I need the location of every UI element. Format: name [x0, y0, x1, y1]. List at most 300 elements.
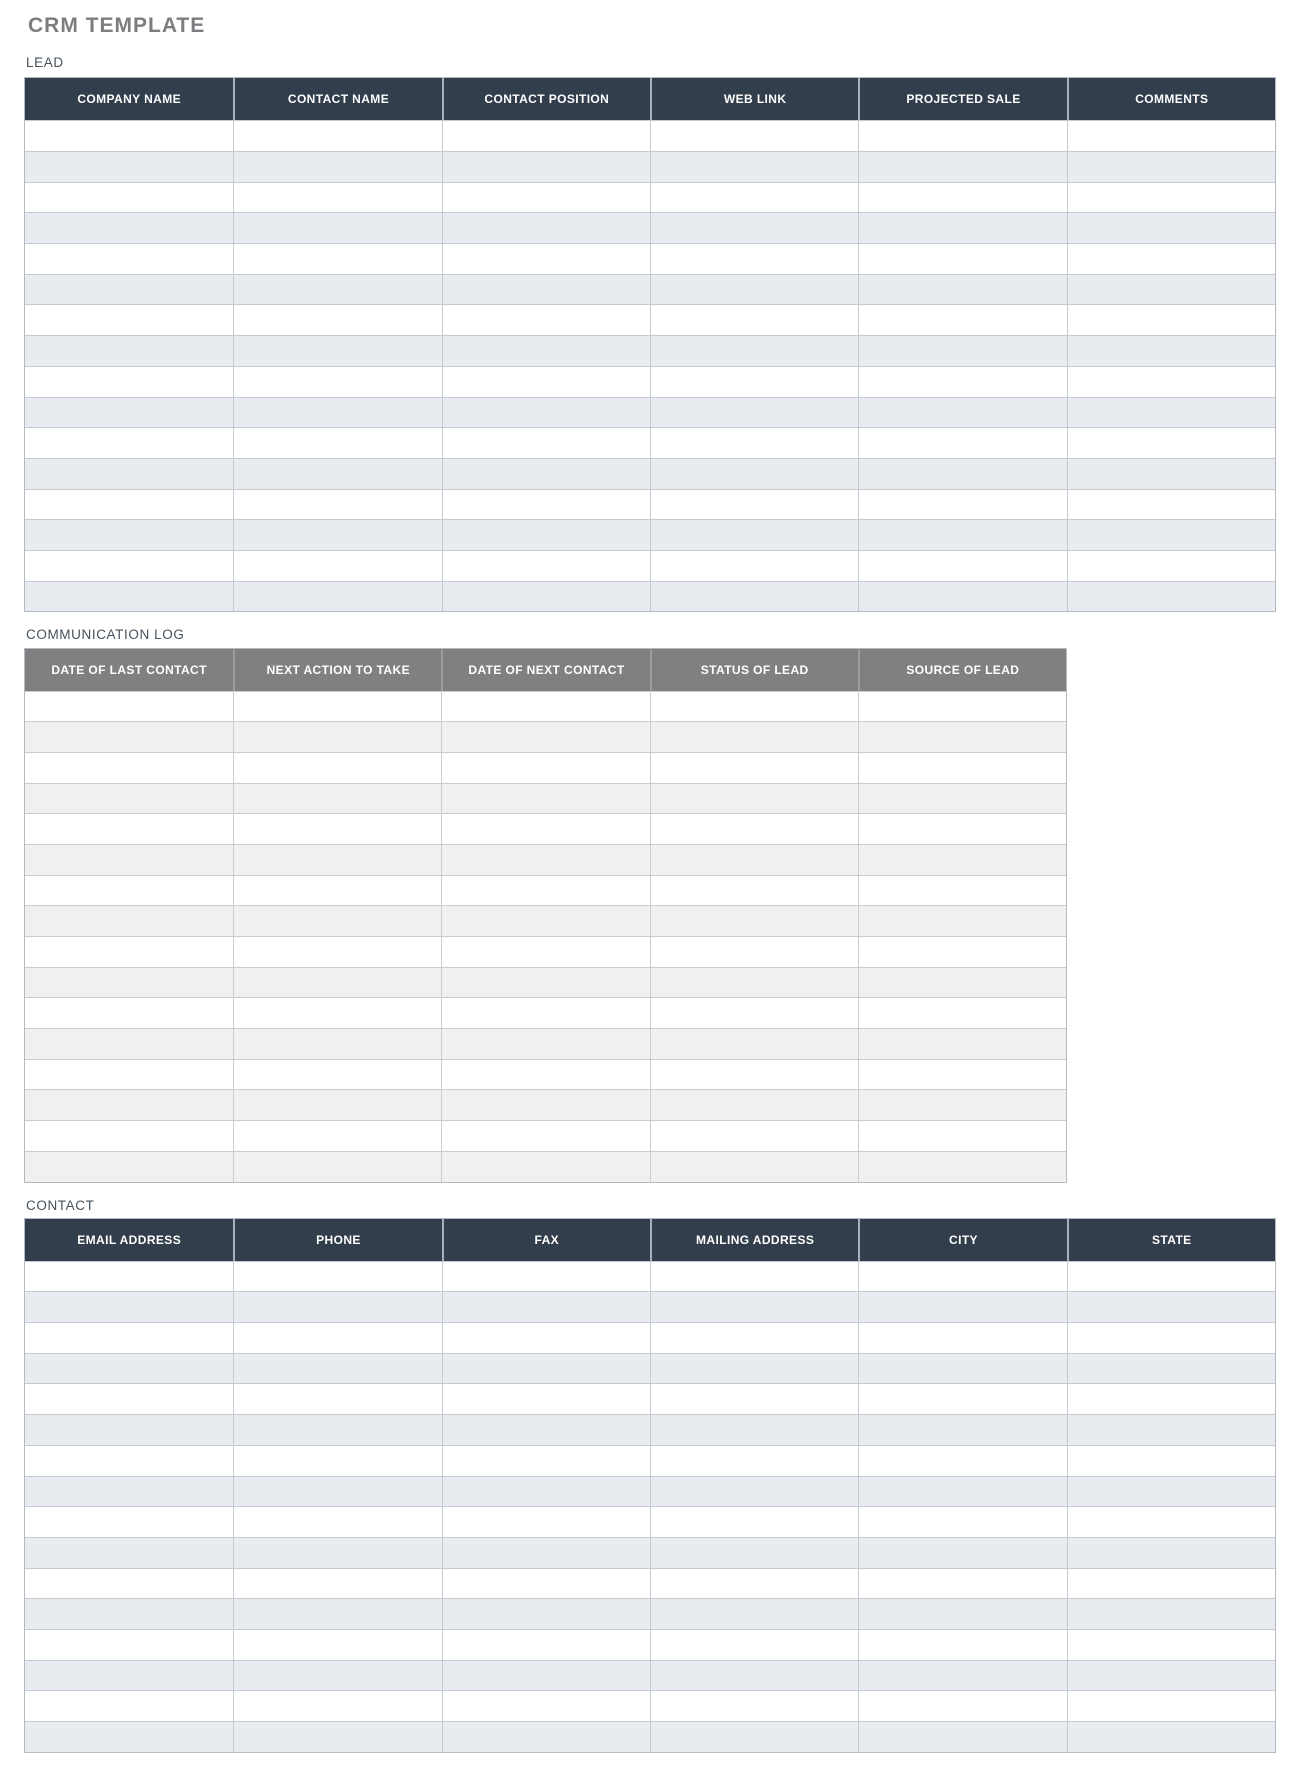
cell	[1067, 1262, 1275, 1292]
cell	[442, 428, 650, 458]
cell	[1067, 305, 1275, 335]
cell	[233, 1538, 441, 1568]
cell	[233, 845, 441, 875]
cell	[858, 1060, 1066, 1090]
table-row	[25, 1598, 1275, 1629]
cell	[1067, 1722, 1275, 1752]
cell	[233, 1262, 441, 1292]
cell	[1067, 121, 1275, 151]
cell	[650, 1090, 858, 1120]
table-row	[25, 182, 1275, 213]
page-title: CRM TEMPLATE	[28, 14, 206, 37]
cell	[1067, 244, 1275, 274]
cell	[441, 692, 649, 722]
cell	[233, 1029, 441, 1059]
contact-section	[24, 1198, 1276, 1753]
cell	[650, 1569, 858, 1599]
cell	[1067, 428, 1275, 458]
cell	[650, 845, 858, 875]
table-row	[25, 489, 1275, 520]
cell	[442, 1323, 650, 1353]
cell	[25, 1384, 233, 1414]
cell	[858, 1569, 1066, 1599]
cell	[25, 1121, 233, 1151]
cell	[858, 1415, 1066, 1445]
cell	[442, 1262, 650, 1292]
cell	[441, 1029, 649, 1059]
cell	[442, 275, 650, 305]
cell	[25, 459, 233, 489]
cell	[858, 582, 1066, 612]
cell	[1067, 490, 1275, 520]
cell	[441, 1060, 649, 1090]
cell	[233, 1569, 441, 1599]
cell	[233, 784, 441, 814]
cell	[233, 1630, 441, 1660]
cell	[1067, 1507, 1275, 1537]
cell	[1067, 1599, 1275, 1629]
cell	[858, 244, 1066, 274]
cell	[233, 1599, 441, 1629]
cell	[233, 213, 441, 243]
cell	[25, 1477, 233, 1507]
column-header-projected-sale: PROJECTED SALE	[858, 78, 1066, 120]
cell	[442, 152, 650, 182]
lead-section-label: LEAD	[26, 55, 64, 71]
cell	[25, 1661, 233, 1691]
lead-section	[24, 55, 1276, 612]
cell	[233, 459, 441, 489]
cell	[442, 1384, 650, 1414]
lead-table	[24, 77, 1276, 612]
cell	[858, 1262, 1066, 1292]
cell	[650, 428, 858, 458]
cell	[25, 1691, 233, 1721]
cell	[233, 1446, 441, 1476]
cell	[233, 1661, 441, 1691]
cell	[650, 722, 858, 752]
cell	[441, 814, 649, 844]
contact-section-label: CONTACT	[26, 1197, 95, 1213]
cell	[442, 582, 650, 612]
cell	[233, 152, 441, 182]
cell	[442, 1415, 650, 1445]
cell	[858, 275, 1066, 305]
cell	[25, 722, 233, 752]
table-row	[25, 967, 1066, 998]
column-header-fax: FAX	[442, 1219, 650, 1261]
cell	[25, 1262, 233, 1292]
cell	[25, 998, 233, 1028]
cell	[25, 428, 233, 458]
cell	[858, 937, 1066, 967]
table-row	[25, 304, 1275, 335]
cell	[650, 490, 858, 520]
cell	[25, 1152, 233, 1182]
cell	[1067, 1569, 1275, 1599]
cell	[25, 244, 233, 274]
cell	[650, 876, 858, 906]
table-row	[25, 1322, 1275, 1353]
table-row	[25, 875, 1066, 906]
table-row	[25, 458, 1275, 489]
cell	[650, 551, 858, 581]
cell	[233, 1722, 441, 1752]
cell	[858, 1029, 1066, 1059]
cell	[650, 1262, 858, 1292]
cell	[650, 183, 858, 213]
cell	[233, 305, 441, 335]
table-row	[25, 366, 1275, 397]
cell	[25, 305, 233, 335]
cell	[233, 1354, 441, 1384]
cell	[650, 244, 858, 274]
cell	[650, 1477, 858, 1507]
cell	[858, 1477, 1066, 1507]
cell	[233, 582, 441, 612]
cell	[442, 183, 650, 213]
cell	[650, 968, 858, 998]
cell	[233, 1292, 441, 1322]
cell	[25, 906, 233, 936]
cell	[858, 551, 1066, 581]
cell	[442, 1292, 650, 1322]
cell	[442, 1691, 650, 1721]
cell	[442, 520, 650, 550]
cell	[233, 1477, 441, 1507]
cell	[442, 551, 650, 581]
table-row	[25, 335, 1275, 366]
cell	[25, 367, 233, 397]
cell	[858, 1507, 1066, 1537]
cell	[25, 876, 233, 906]
table-row	[25, 120, 1275, 151]
cell	[441, 845, 649, 875]
cell	[25, 1538, 233, 1568]
communication-log-table-header-row	[25, 649, 1066, 691]
communication-log-section-label: COMMUNICATION LOG	[26, 627, 185, 643]
table-row	[25, 783, 1066, 814]
column-header-comments: COMMENTS	[1067, 78, 1275, 120]
column-header-mailing-address: MAILING ADDRESS	[650, 1219, 858, 1261]
table-row	[25, 997, 1066, 1028]
column-header-status-of-lead: STATUS OF LEAD	[650, 649, 858, 691]
table-row	[25, 519, 1275, 550]
cell	[441, 968, 649, 998]
cell	[1067, 1354, 1275, 1384]
cell	[650, 1354, 858, 1384]
cell	[650, 582, 858, 612]
cell	[442, 490, 650, 520]
cell	[25, 753, 233, 783]
cell	[25, 398, 233, 428]
cell	[650, 336, 858, 366]
cell	[25, 213, 233, 243]
cell	[650, 1661, 858, 1691]
cell	[1067, 1384, 1275, 1414]
cell	[1067, 1292, 1275, 1322]
cell	[442, 213, 650, 243]
cell	[25, 152, 233, 182]
column-header-source-of-lead: SOURCE OF LEAD	[858, 649, 1066, 691]
cell	[858, 1722, 1066, 1752]
cell	[25, 1029, 233, 1059]
cell	[650, 520, 858, 550]
cell	[650, 398, 858, 428]
cell	[25, 1722, 233, 1752]
cell	[858, 121, 1066, 151]
cell	[650, 1599, 858, 1629]
cell	[25, 1060, 233, 1090]
cell	[650, 1538, 858, 1568]
cell	[650, 1384, 858, 1414]
cell	[858, 1599, 1066, 1629]
cell	[858, 876, 1066, 906]
cell	[233, 906, 441, 936]
column-header-web-link: WEB LINK	[650, 78, 858, 120]
cell	[858, 1323, 1066, 1353]
cell	[442, 305, 650, 335]
cell	[442, 244, 650, 274]
cell	[858, 998, 1066, 1028]
cell	[858, 520, 1066, 550]
table-row	[25, 1028, 1066, 1059]
cell	[858, 305, 1066, 335]
cell	[25, 1323, 233, 1353]
cell	[650, 1323, 858, 1353]
table-row	[25, 397, 1275, 428]
cell	[442, 1661, 650, 1691]
communication-log-section	[24, 627, 1276, 1182]
cell	[858, 1152, 1066, 1182]
table-row	[25, 1261, 1275, 1292]
cell	[233, 244, 441, 274]
communication-log-table-body	[25, 691, 1066, 1182]
cell	[233, 937, 441, 967]
cell	[25, 520, 233, 550]
communication-log-table	[24, 648, 1067, 1183]
table-row	[25, 1151, 1066, 1182]
cell	[858, 753, 1066, 783]
cell	[650, 692, 858, 722]
cell	[858, 906, 1066, 936]
cell	[650, 1029, 858, 1059]
table-row	[25, 1383, 1275, 1414]
cell	[25, 336, 233, 366]
table-row	[25, 274, 1275, 305]
table-row	[25, 1089, 1066, 1120]
cell	[25, 490, 233, 520]
cell	[650, 784, 858, 814]
lead-table-header-row	[25, 78, 1275, 120]
cell	[441, 722, 649, 752]
table-row	[25, 936, 1066, 967]
cell	[650, 1415, 858, 1445]
cell	[441, 1121, 649, 1151]
cell	[650, 1446, 858, 1476]
cell	[25, 121, 233, 151]
cell	[650, 998, 858, 1028]
table-row	[25, 151, 1275, 182]
cell	[233, 490, 441, 520]
cell	[858, 1691, 1066, 1721]
cell	[442, 1630, 650, 1660]
contact-table-body	[25, 1261, 1275, 1752]
table-row	[25, 752, 1066, 783]
cell	[25, 784, 233, 814]
cell	[233, 1415, 441, 1445]
cell	[25, 692, 233, 722]
table-row	[25, 1291, 1275, 1322]
cell	[1067, 398, 1275, 428]
cell	[233, 1152, 441, 1182]
cell	[442, 1507, 650, 1537]
table-row	[25, 691, 1066, 722]
cell	[441, 753, 649, 783]
cell	[858, 490, 1066, 520]
cell	[25, 1354, 233, 1384]
table-row	[25, 1629, 1275, 1660]
cell	[442, 1354, 650, 1384]
table-row	[25, 427, 1275, 458]
cell	[1067, 1415, 1275, 1445]
contact-table	[24, 1218, 1276, 1753]
cell	[442, 336, 650, 366]
cell	[25, 968, 233, 998]
cell	[858, 784, 1066, 814]
cell	[25, 1292, 233, 1322]
lead-table-body	[25, 120, 1275, 611]
cell	[858, 336, 1066, 366]
cell	[650, 121, 858, 151]
cell	[25, 582, 233, 612]
cell	[233, 275, 441, 305]
cell	[858, 1090, 1066, 1120]
cell	[650, 367, 858, 397]
cell	[233, 722, 441, 752]
cell	[858, 692, 1066, 722]
cell	[1067, 1477, 1275, 1507]
cell	[233, 520, 441, 550]
table-row	[25, 1537, 1275, 1568]
table-row	[25, 1506, 1275, 1537]
cell	[233, 998, 441, 1028]
cell	[25, 937, 233, 967]
cell	[441, 906, 649, 936]
cell	[858, 1630, 1066, 1660]
column-header-state: STATE	[1067, 1219, 1275, 1261]
cell	[650, 152, 858, 182]
cell	[441, 1152, 649, 1182]
cell	[650, 906, 858, 936]
cell	[442, 367, 650, 397]
cell	[1067, 1538, 1275, 1568]
cell	[25, 1599, 233, 1629]
table-row	[25, 1059, 1066, 1090]
cell	[650, 1691, 858, 1721]
column-header-contact-name: CONTACT NAME	[233, 78, 441, 120]
cell	[25, 845, 233, 875]
table-row	[25, 721, 1066, 752]
table-row	[25, 1690, 1275, 1721]
cell	[233, 814, 441, 844]
cell	[1067, 367, 1275, 397]
cell	[650, 1060, 858, 1090]
cell	[25, 1630, 233, 1660]
cell	[441, 998, 649, 1028]
cell	[441, 1090, 649, 1120]
table-row	[25, 813, 1066, 844]
cell	[858, 367, 1066, 397]
cell	[650, 753, 858, 783]
cell	[650, 1292, 858, 1322]
cell	[858, 722, 1066, 752]
column-header-next-action-to-take: NEXT ACTION TO TAKE	[233, 649, 441, 691]
cell	[650, 213, 858, 243]
table-row	[25, 844, 1066, 875]
cell	[233, 1384, 441, 1414]
cell	[1067, 551, 1275, 581]
cell	[25, 1569, 233, 1599]
cell	[25, 551, 233, 581]
cell	[650, 814, 858, 844]
cell	[1067, 152, 1275, 182]
cell	[858, 213, 1066, 243]
cell	[1067, 1446, 1275, 1476]
column-header-contact-position: CONTACT POSITION	[442, 78, 650, 120]
cell	[233, 753, 441, 783]
cell	[1067, 275, 1275, 305]
cell	[1067, 1323, 1275, 1353]
cell	[25, 275, 233, 305]
cell	[25, 1090, 233, 1120]
cell	[858, 152, 1066, 182]
cell	[25, 183, 233, 213]
cell	[233, 398, 441, 428]
table-row	[25, 1414, 1275, 1445]
cell	[1067, 520, 1275, 550]
cell	[233, 692, 441, 722]
column-header-city: CITY	[858, 1219, 1066, 1261]
cell	[650, 1507, 858, 1537]
cell	[858, 814, 1066, 844]
cell	[25, 1507, 233, 1537]
column-header-phone: PHONE	[233, 1219, 441, 1261]
cell	[233, 1323, 441, 1353]
cell	[233, 336, 441, 366]
cell	[441, 937, 649, 967]
table-row	[25, 905, 1066, 936]
cell	[858, 183, 1066, 213]
cell	[858, 428, 1066, 458]
cell	[233, 121, 441, 151]
cell	[858, 1661, 1066, 1691]
cell	[442, 398, 650, 428]
cell	[650, 1152, 858, 1182]
table-row	[25, 1476, 1275, 1507]
cell	[858, 1446, 1066, 1476]
cell	[233, 1060, 441, 1090]
cell	[650, 459, 858, 489]
contact-table-header-row	[25, 1219, 1275, 1261]
cell	[233, 1507, 441, 1537]
cell	[1067, 183, 1275, 213]
cell	[858, 968, 1066, 998]
cell	[858, 845, 1066, 875]
cell	[1067, 1661, 1275, 1691]
cell	[233, 876, 441, 906]
cell	[442, 1538, 650, 1568]
